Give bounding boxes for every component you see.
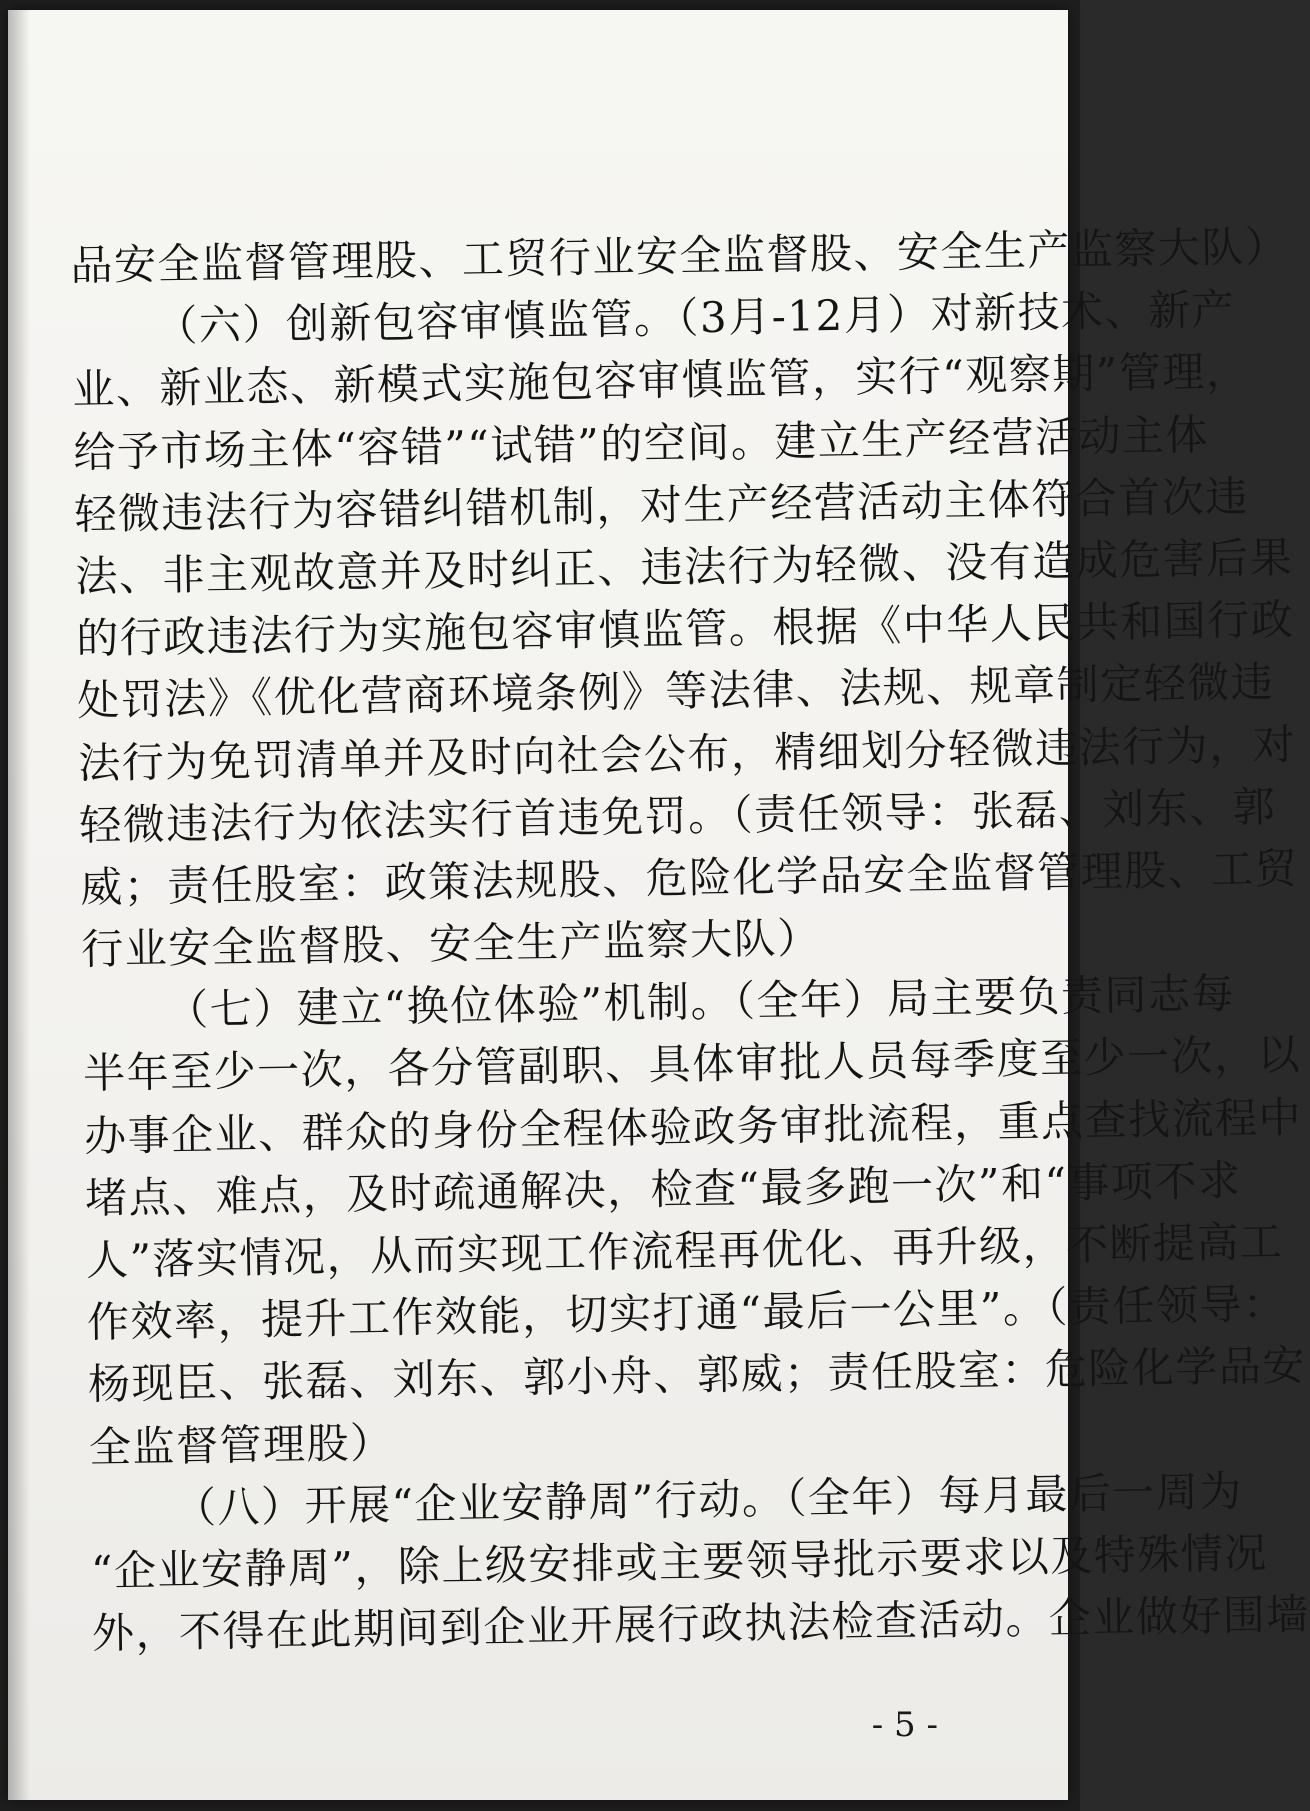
section-heading-line: （七）建立“换位体验”机制。（全年）局主要负责同志每 xyxy=(165,969,1236,1035)
text-line: 轻微违法行为依法实行首违免罚。（责任领导：张磊、刘东、郭 xyxy=(78,781,1277,850)
text-line: 作效率，提升工作效能，切实打通“最后一公里”。（责任领导： xyxy=(86,1279,1287,1348)
text-line: 轻微违法行为容错纠错机制，对生产经营活动主体符合首次违 xyxy=(74,471,1250,539)
text-line: 人”落实情况，从而实现工作流程再优化、再升级，不断提高工 xyxy=(85,1217,1284,1285)
text-line: 法行为免罚清单并及时向社会公布，精细划分轻微违法行为，对 xyxy=(77,719,1297,788)
text-line: “企业安静周”，除上级安排或主要领导批示要求以及特殊情况 xyxy=(90,1528,1269,1596)
section-heading-line: （八）开展“企业安静周”行动。（全年）每月最后一周为 xyxy=(173,1466,1244,1533)
text-line: 外，不得在此期间到企业开展行政执法检查活动。企业做好围墙 xyxy=(91,1589,1310,1658)
text-line: 行业安全监督股、安全生产监察大队） xyxy=(80,913,822,974)
text-line: 品安全监督管理股、工贸行业安全监督股、安全生产监察大队） xyxy=(70,221,1289,290)
text-line: 给予市场主体“容错”“试错”的空间。建立生产经营活动主体 xyxy=(73,409,1210,477)
text-line: 全监督管理股） xyxy=(88,1417,394,1472)
text-line: 杨现臣、张磊、刘东、郭小舟、郭威；责任股室：危险化学品安 xyxy=(87,1341,1307,1410)
page-number: - 5 - xyxy=(871,1705,938,1745)
text-line: 业、新业态、新模式实施包容审慎监管，实行“观察期”管理， xyxy=(72,346,1250,415)
text-line: 办事企业、群众的身份全程体验政务审批流程，重点查找流程中 xyxy=(83,1092,1303,1161)
section-heading-line: （六）创新包容审慎监管。（3月-12月）对新技术、新产 xyxy=(155,284,1236,351)
body-text xyxy=(70,221,1310,1665)
text-line: 法、非主观故意并及时纠正、违法行为轻微、没有造成危害后果 xyxy=(74,532,1294,601)
text-line: 半年至少一次，各分管副职、具体审批人员每季度至少一次，以 xyxy=(82,1030,1302,1099)
text-line: 堵点、难点，及时疏通解决，检查“最多跑一次”和“事项不求 xyxy=(84,1155,1242,1223)
text-line: 的行政违法行为实施包容审慎监管。根据《中华人民共和国行政 xyxy=(75,594,1295,664)
text-line: 威；责任股室：政策法规股、危险化学品安全监督管理股、工贸 xyxy=(79,843,1299,912)
document-page xyxy=(8,10,1310,1800)
text-line: 处罚法》《优化营商环境条例》等法律、法规、规章制定轻微违 xyxy=(76,657,1275,726)
